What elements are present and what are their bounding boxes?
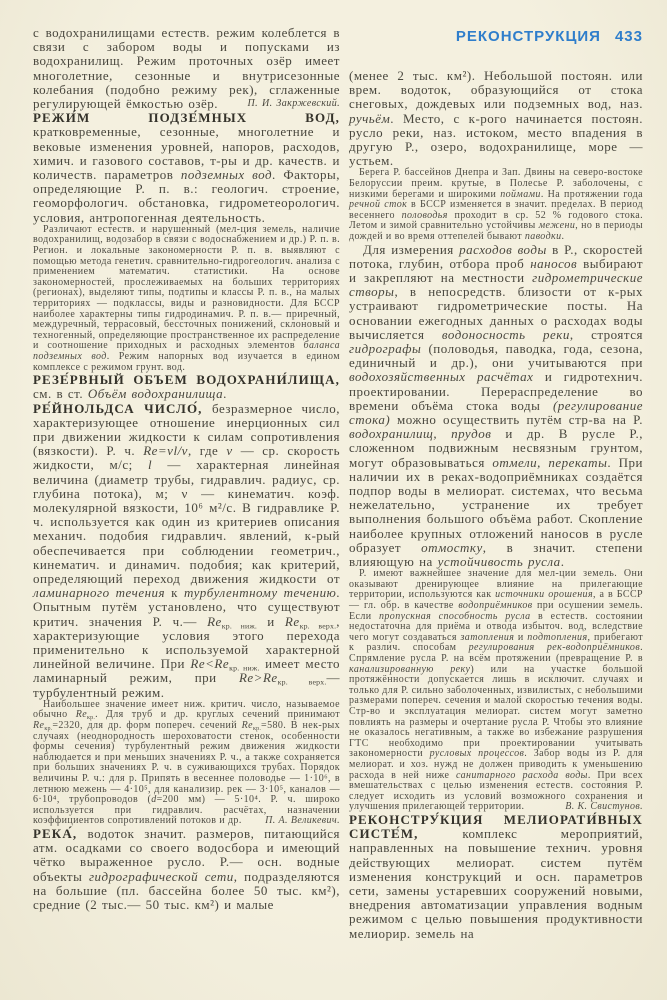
italic-term: Объём водохранилища [87, 386, 224, 402]
text-run: безразмерное число, характеризующее отношение инерционных сил при движении жидкости к силам сопротивления (вязкости). Р. ч. [33, 400, 340, 459]
text-run: =2320, для др. форм попереч. сечений [52, 720, 242, 732]
italic-term: отмели, перекаты [492, 454, 608, 470]
text-run: =580. В нек-рых случаях (неоднородность шероховатости стенок, особенности формы сечения) турбулентный режим движения жидкости наблюдается и при меньших значениях Р. ч., а также сохраняется при больших значениях Р. ч. в суживающихся трубах. Порядок величины Р. ч.: для р. Припять в весеннее половодье — 1·10⁶, в летнюю межень — 4·10⁵, для канализир. рек — 3·10⁵, каналов — 6·10⁴, трубопроводов ( [33, 720, 340, 806]
author-signature: П. И. Закржевский. [247, 98, 340, 110]
text-run: в Р., скоростей потока, глубин, отбора проб [349, 241, 644, 271]
italic-term: источники орошения [495, 589, 593, 601]
text-run: Наибольшее значение имеет ниж. критич. число, называемое обычно [33, 698, 340, 721]
text-run: с водохранилищами естеств. режим колеблется в связи с забором воды и попусками из водохранилищ. Режим проточных озёр имеет многолетние, сезонные и внутрисезонные колебания (подобно режиму рек), сглаженные регулирующей ёмкостью озёр. [33, 25, 340, 112]
text-run: (половодья, паводка, года, сезона, единичный и др.), они учитываются при [349, 341, 643, 371]
text-run: , но в периоды дождей и во время оттепелей бывают [349, 220, 643, 242]
text-run: Различают естеств. и нарушенный (мел-ция земель, наличие водохранилищ, водозабор в связи с водоснабжением и др.) Р. п. в. Регион. и локальные закономерности Р. п. в. выявляют с помощью метода генетич. сравнительно-гидрогеологич. анализа с применением математич. статистики. На основе закономерностей, прослеживаемых на больших территориях (регионах), выделяют типы, подтипы и классы Р. п. в., на малых территориях — подклассы, виды и разновидности. Для БССР наиболее характерны типы гидродинамич. Р. п. в.— приречный, междуречный, террасовый, бессточных понижений, склоновый и техногенный, определяющие пространственное их распределение и соотношение приходных и расходных элементов [33, 223, 340, 352]
italic-term: санитарного расхода воды [456, 769, 588, 781]
text-run: выбирают и закрепляют на местности [349, 255, 644, 285]
italic-term: регулирования рек-водоприёмников [468, 642, 641, 654]
italic-term: d [151, 794, 157, 806]
small-print-paragraph [349, 569, 643, 813]
text-run: Для измерения [363, 241, 460, 257]
italic-term: водохозяйственных расчётах [349, 369, 534, 385]
small-print-paragraph [349, 168, 643, 242]
text-run: . Место, с к-рого начинается постоян. русло реки, наз. истоком, место впадения в другую Р., озеро, водохранилище, море — устьем. [349, 110, 643, 169]
italic-term: Re [241, 720, 254, 732]
right-column-text [349, 69, 643, 941]
italic-term: (регулирование стока) [349, 397, 643, 428]
text-run: , подразделяются на большие (пл. бассейна более 50 тыс. км²), средние (2 тыс.— 50 тыс. км²) и малые [33, 868, 340, 912]
headword: РЕЗЕ́РВНЫЙ ОБЪЕМ ВОДОХРАНИ́ЛИЩА, [33, 372, 340, 388]
subscript: кр. [44, 725, 53, 732]
headword: РЕКА́, [33, 825, 88, 841]
italic-term: поймами [500, 188, 541, 200]
text-run: и [257, 613, 285, 629]
entry-paragraph [33, 373, 340, 401]
italic-term: устойчивость русла [437, 554, 561, 570]
paragraph [33, 26, 340, 111]
right-column [349, 26, 643, 941]
text-run: к [165, 585, 185, 601]
headword: РЕКОНСТРУ́КЦИЯ МЕЛИОРАТИ́ВНЫХ СИСТЕ́М, [349, 811, 643, 842]
paragraph [349, 243, 643, 570]
subscript: кр. ниж. [229, 663, 260, 673]
italic-term: половодья [401, 209, 448, 221]
author-signature: П. А. Великевич. [265, 815, 340, 827]
text-run: . [561, 230, 565, 242]
text-run: — ср. скорость жидкости, м/с; [33, 443, 340, 473]
italic-term: подтопления [527, 631, 588, 643]
text-run: — турбулентный режим. [33, 670, 340, 700]
author-signature: В. К. Свистунов. [565, 801, 643, 813]
text-run: . Опытным путём установлено, что существуют критич. значения Р. ч.— [33, 585, 340, 629]
italic-term: гидрометрические створы [349, 269, 643, 300]
entry-paragraph [349, 813, 643, 941]
italic-term: баланса подземных вод [33, 340, 340, 362]
paragraph [349, 69, 643, 168]
italic-term: водоприёмников [458, 600, 533, 612]
text-run: водоток значит. размеров, питающийся атм. осадками со своего водосбора и имеющий чётко выраженное русло. Р.— осн. водные объекты [33, 825, 341, 884]
text-run: при осушении земель. Если [349, 600, 643, 622]
italic-term: ручьём [349, 110, 391, 126]
text-run: , а в БССР — гл. обр. в качестве [349, 589, 643, 612]
text-run: . Режим напорных вод изучается в едином комплексе с режимом грунт. вод. [33, 350, 340, 373]
italic-term: водохранилищ, прудов [349, 426, 492, 442]
text-run: , где [187, 443, 227, 459]
text-run: =200 мм) — 5·10⁴. Р. ч. широко используется при гидравлич. расчётах, назначении коэффициентов сопротивлений потоков и др. [33, 794, 341, 827]
text-run: . При наличии их в реках-водоприёмниках создаётся подпор воды в мелиорат. системах, что весьма нежелательно, устранение их требует выполнения большого объёма работ. Скопление наиболее крупных отложений наносов в русле образует [349, 454, 643, 555]
subscript: кр. [253, 725, 262, 732]
text-run: , в непосредств. близости от к-рых устраивают гидрометрические посты. На основании ежегодных данных о расходах воды вычисляется [349, 284, 643, 342]
text-run: . [223, 386, 227, 402]
italic-term: ламинарного течения [33, 585, 166, 601]
text-run: (менее 2 тыс. км²). Небольшой постоян. или врем. водоток, образующийся от стока снеговых, дождевых или подземных вод, наз. [349, 68, 643, 112]
italic-term: гидрографической сети [88, 868, 234, 884]
italic-term: турбулентному течению [184, 585, 337, 601]
italic-term: гидрографы [349, 341, 422, 356]
small-print-paragraph [33, 225, 340, 373]
text-run: комплекс мероприятий, направленных на повышение технич. уровня действующих мелиорат. систем путём изменения конструкций и осн. параметров сети, замены устаревших сооружений новыми, внедрения автоматизации управления водным режимом с целью повышения продуктивности мелиорир. земель на [349, 826, 643, 941]
text-run: Р. имеют важнейшее значение для мел-ции земель. Они оказывают дренирующее влияние на прилегающие территории, используются как [349, 568, 643, 601]
running-head [349, 28, 643, 45]
italic-term: v [226, 443, 233, 459]
text-run: . Для труб и др. круглых сечений принимают [95, 709, 340, 721]
text-run: . Забор воды из Р. для мелиорат. и хоз. нужд не должен приводить к уменьшению расхода в ней ниже [349, 748, 643, 781]
text-run: , прибегают к различ. способам [349, 631, 643, 654]
text-run: см. в ст. [33, 386, 88, 402]
running-head-title: РЕКОНСТРУКЦИЯ [455, 28, 601, 45]
text-run: и [514, 631, 528, 643]
text-run: . [560, 554, 565, 570]
italic-term: Re>Re [238, 670, 278, 686]
text-run: в БССР изменяется в значит. пределах. В период весеннего [349, 199, 643, 221]
subscript: кр. верх. [299, 620, 337, 630]
entry-paragraph [33, 111, 340, 225]
italic-term: l [148, 457, 153, 473]
text-run: и гидротехнич. проектировании. Перераспределение во времени объёма стока воды [349, 369, 644, 413]
text-run: в естеств. состоянии недостаточна для приёма и отвода избыточ. вод, вследствие чего могут создаваться [349, 610, 643, 643]
text-run: , характеризующие условия этого перехода применительно к используемой характерной линейной величине. При [33, 613, 340, 672]
entry-paragraph [33, 402, 340, 700]
italic-term: паводки [524, 230, 562, 242]
italic-term: отмостку [421, 539, 483, 555]
text-run: и др. В русле Р., сложенном подвижным несвязным грунтом, могут образовываться [349, 426, 643, 470]
text-run: — характерная линейная величина (диаметр трубы, гидравлич. радиус, ср. глубина потока), м; ν — кинематич. коэф. молекулярной вязкости, 10⁶ м²/с. В гидравлике Р. ч. используется как один из критериев описания механич. подобия гидравлич. явлений, к-рый обеспечивается при соблюдении геометрич., кинематич. и динамич. подобия; как критерий, определяющий переход движения жидкости от [33, 457, 340, 586]
headword: РЕ́ЙНОЛЬДСА ЧИСЛО́, [33, 400, 212, 416]
italic-term: пропускная способность русла [379, 610, 531, 622]
italic-term: межени [538, 220, 576, 232]
headword: РЕЖИ́М ПОДЗЕ́МНЫХ ВОД, [33, 110, 340, 126]
page-number: 433 [614, 28, 643, 45]
text-run: . Спрямление русла Р. на всём протяжении (превращение Р. в [349, 642, 643, 664]
text-run: можно осуществить путём стр-ва на Р. [390, 412, 643, 428]
text-run: , в значит. степени влияющую на [349, 539, 644, 570]
subscript: кр. ниж. [221, 620, 258, 630]
italic-term: Re [284, 613, 300, 629]
italic-term: наносов [530, 255, 578, 271]
text-run: ) или на участке большой протяжённости допускается лишь в исключит. случаях и только для Р. сильно заболоченных, извилистых, с небольшими размерами попереч. сечения и малой скоростью течения воды. Стр-во и эксплуатация мелиорат. систем могут заметно повлиять на размеры и очертание русла Р. Чтобы это влияние не оказалось негативным, а также во избежание разрушения ГТС необходимо при проектировании учитывать закономерности [349, 663, 643, 760]
subscript: кр. [87, 715, 96, 722]
italic-term: Re<Re [190, 656, 230, 672]
subscript: кр. верх. [277, 677, 327, 687]
text-run: имеет место ламинарный режим, при [33, 656, 340, 686]
text-run: кратковременные, сезонные, многолетние и вековые изменения уровней, напоров, расходов, химич. и газового составов, т-ры и др. качеств. и количеств. параметров [33, 124, 340, 183]
italic-term: речной сток [349, 199, 408, 211]
text-run: . Факторы, определяющие Р. п. в.: геологич. строение, геоморфологич. обстановка, гидрометеорологич. условия, антропогенная деятельность. [33, 167, 340, 225]
text-run: . При всех вмешательствах с целью изменения естеств. состояния Р. следует исходить из условий возможного сохранения и улучшения прилегающей территории. [349, 769, 643, 813]
italic-term: подземных вод [180, 167, 273, 183]
italic-term: Re [33, 720, 45, 732]
text-run: , строятся [569, 326, 643, 342]
italic-term: расходов воды [459, 241, 547, 257]
entry-paragraph [33, 827, 340, 912]
italic-term: Re=vl/ν [143, 443, 188, 459]
text-run: . На протяжении года [540, 188, 643, 200]
italic-term: Re [207, 613, 222, 629]
small-print-paragraph [33, 700, 340, 827]
text-run: проходит в ср. 52 % годового стока. Летом и зимой сравнительно устойчивы [349, 209, 643, 232]
italic-term: затопления [460, 631, 515, 643]
italic-term: канализированную реку [349, 663, 471, 675]
italic-term: Re [75, 709, 88, 721]
left-column [33, 26, 340, 941]
italic-term: русловых процессов [429, 748, 525, 760]
text-run: Берега Р. бассейнов Днепра и Зап. Двины на северо-востоке Белоруссии преим. крутые, в Полесье Р. заболочены, с низкими берегами и широкими [349, 167, 643, 200]
italic-term: водоносность реки [441, 326, 570, 342]
